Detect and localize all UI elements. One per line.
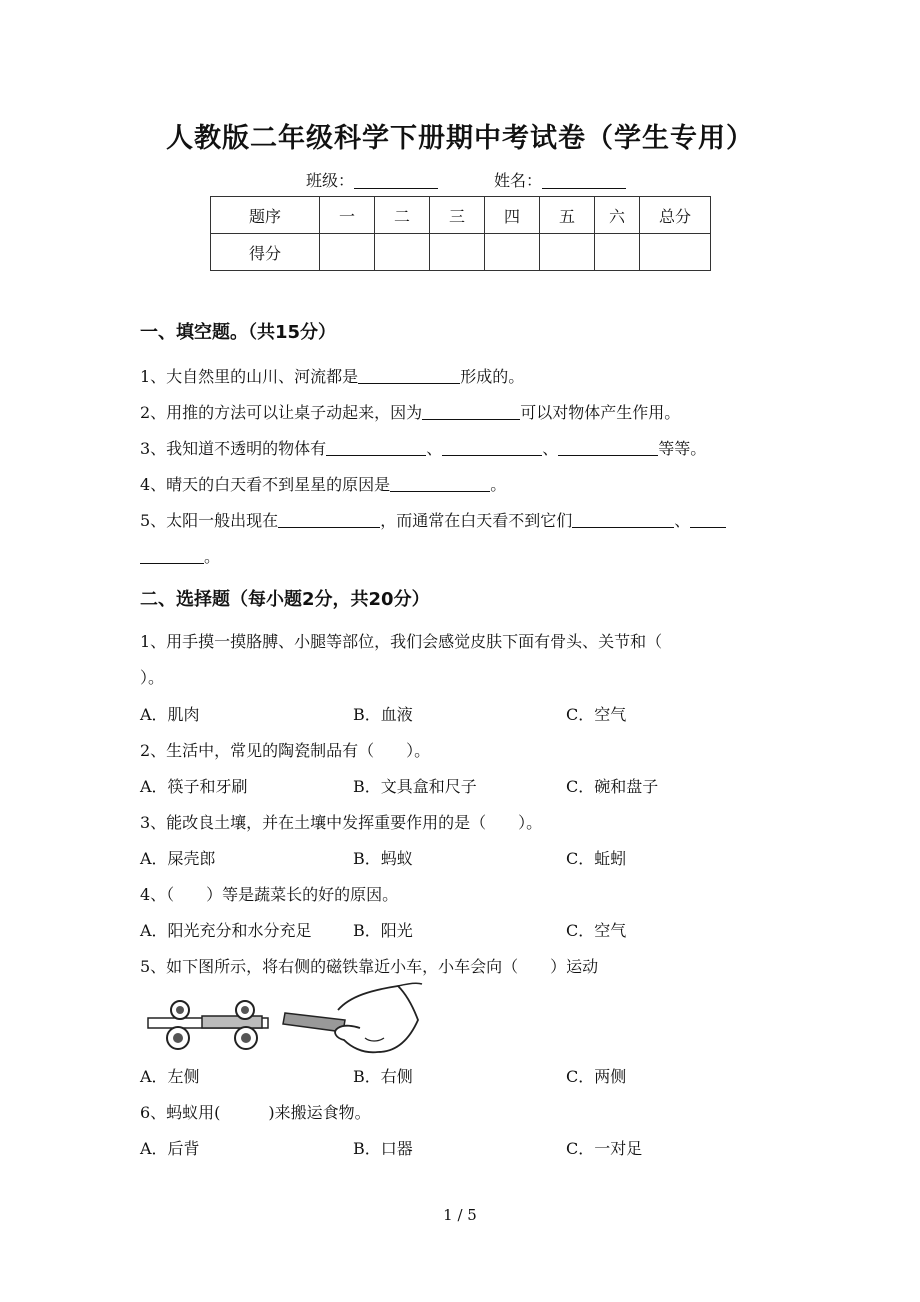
- option-a[interactable]: A．左侧: [140, 1067, 200, 1086]
- fill-question-1: [140, 364, 524, 387]
- option-a[interactable]: A．筷子和牙刷: [140, 777, 248, 796]
- answer-blank[interactable]: [278, 511, 380, 528]
- question-text: 。: [204, 547, 221, 566]
- answer-blank[interactable]: [358, 367, 460, 384]
- score-cell: 总分: [640, 197, 711, 234]
- question-text: 2、用推的方法可以让桌子动起来，因为: [140, 403, 423, 422]
- score-cell: 题序: [211, 197, 320, 234]
- option-c[interactable]: C．碗和盘子: [566, 777, 659, 796]
- score-table-header-row: [211, 197, 711, 234]
- choice-question-3: 3、能改良土壤，并在土壤中发挥重要作用的是（ ）。: [140, 813, 543, 832]
- answer-blank[interactable]: [572, 511, 674, 528]
- score-cell: 四: [485, 197, 540, 234]
- answer-blank[interactable]: [690, 511, 726, 528]
- name-blank[interactable]: [542, 172, 626, 189]
- option-a[interactable]: A．屎壳郎: [140, 849, 216, 868]
- question-text: 、: [674, 511, 691, 530]
- score-input-cell[interactable]: [375, 234, 430, 271]
- option-b[interactable]: B．阳光: [353, 921, 413, 940]
- option-b[interactable]: B．文具盒和尺子: [353, 777, 477, 796]
- answer-blank[interactable]: [422, 403, 520, 420]
- option-c[interactable]: C．两侧: [566, 1067, 627, 1086]
- question-text: 形成的。: [460, 367, 525, 386]
- question-text: 。: [490, 475, 507, 494]
- question-text: 1、大自然里的山川、河流都是: [140, 367, 359, 386]
- option-b[interactable]: B．口器: [353, 1139, 413, 1158]
- score-cell: 二: [375, 197, 430, 234]
- section-heading: 二、选择题（每小题2分，共20分）: [140, 589, 430, 610]
- answer-blank[interactable]: [558, 439, 658, 456]
- score-cell: 六: [595, 197, 640, 234]
- question-text: 、: [426, 439, 443, 458]
- option-c[interactable]: C．空气: [566, 705, 627, 724]
- fill-question-3: [140, 436, 706, 459]
- score-row-label: 得分: [211, 234, 320, 271]
- fill-question-2: [140, 400, 680, 423]
- fill-question-4: [140, 472, 506, 495]
- score-input-cell[interactable]: [540, 234, 595, 271]
- score-cell: 五: [540, 197, 595, 234]
- score-input-cell[interactable]: [485, 234, 540, 271]
- score-input-cell[interactable]: [320, 234, 375, 271]
- choice-question-5: 5、如下图所示，将右侧的磁铁靠近小车，小车会向（ ）运动: [140, 957, 599, 976]
- choice-question-6: 6、蚂蚁用( )来搬运食物。: [140, 1103, 371, 1122]
- option-c[interactable]: C．一对足: [566, 1139, 643, 1158]
- class-blank[interactable]: [354, 172, 438, 189]
- score-input-cell[interactable]: [640, 234, 711, 271]
- option-a[interactable]: A．后背: [140, 1139, 200, 1158]
- question-text: 可以对物体产生作用。: [520, 403, 681, 422]
- answer-blank[interactable]: [140, 547, 204, 564]
- score-cell: 一: [320, 197, 375, 234]
- score-table-score-row: [211, 234, 711, 271]
- choice-question-4: 4、（ ）等是蔬菜长的好的原因。: [140, 885, 399, 904]
- fill-question-5: [140, 508, 726, 531]
- page-number: 1 / 5: [443, 1206, 477, 1224]
- choice-question-2: 2、生活中，常见的陶瓷制品有（ ）。: [140, 741, 431, 760]
- option-c[interactable]: C．空气: [566, 921, 627, 940]
- toy-car-illustration: [148, 1001, 268, 1049]
- page-title: 人教版二年级科学下册期中考试卷（学生专用）: [166, 123, 754, 154]
- question-text: 等等。: [658, 439, 707, 458]
- score-table: [210, 196, 711, 271]
- class-label: 班级：: [306, 171, 355, 190]
- fill-question-5-cont: [140, 544, 220, 567]
- option-a[interactable]: A．阳光充分和水分充足: [140, 921, 312, 940]
- option-b[interactable]: B．右侧: [353, 1067, 413, 1086]
- question-text: ，而通常在白天看不到它们: [380, 511, 573, 530]
- section-heading: 一、填空题。（共15分）: [140, 322, 337, 343]
- score-input-cell[interactable]: [595, 234, 640, 271]
- question-text: 3、我知道不透明的物体有: [140, 439, 327, 458]
- score-input-cell[interactable]: [430, 234, 485, 271]
- question-text: 5、太阳一般出现在: [140, 511, 279, 530]
- car-magnet-figure: [140, 980, 430, 1060]
- question-text: 4、晴天的白天看不到星星的原因是: [140, 475, 391, 494]
- answer-blank[interactable]: [442, 439, 542, 456]
- hand-magnet-illustration: [283, 983, 422, 1052]
- option-c[interactable]: C．蚯蚓: [566, 849, 627, 868]
- answer-blank[interactable]: [326, 439, 426, 456]
- option-b[interactable]: B．蚂蚁: [353, 849, 413, 868]
- score-cell: 三: [430, 197, 485, 234]
- student-info: [306, 168, 626, 191]
- choice-question-1-cont: ）。: [140, 668, 165, 687]
- option-b[interactable]: B．血液: [353, 705, 413, 724]
- question-text: 、: [542, 439, 559, 458]
- answer-blank[interactable]: [390, 475, 490, 492]
- option-a[interactable]: A．肌肉: [140, 705, 200, 724]
- choice-question-1: 1、用手摸一摸胳膊、小腿等部位，我们会感觉皮肤下面有骨头、关节和（: [140, 632, 663, 651]
- name-label: 姓名：: [494, 171, 543, 190]
